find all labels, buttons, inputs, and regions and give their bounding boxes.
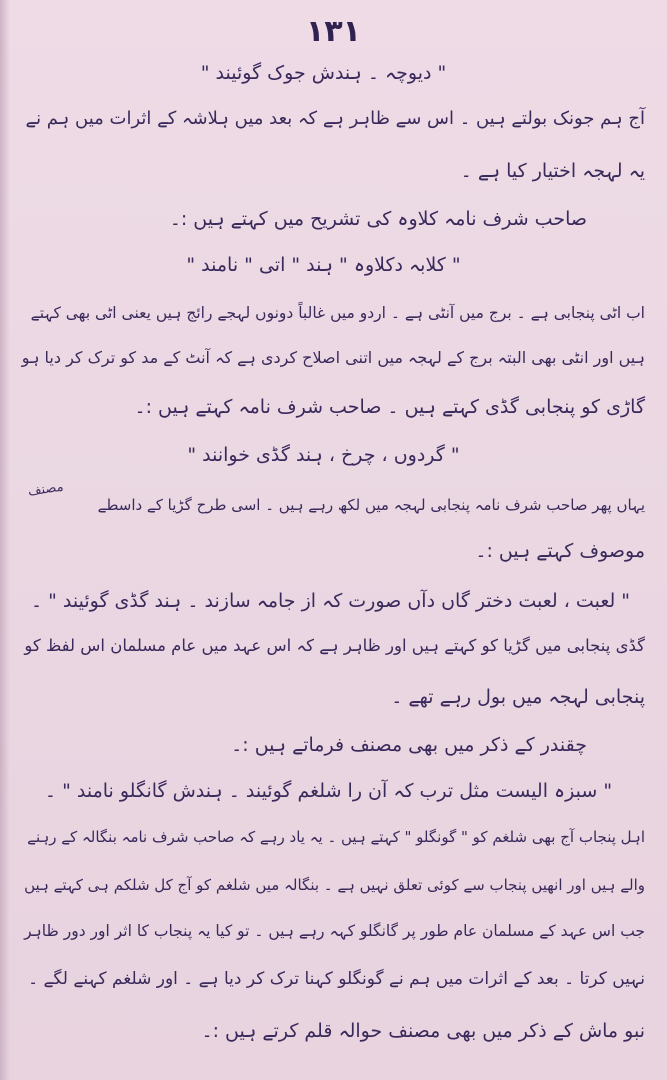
text-line-14: پنجابی لہجہ میں بول رہے تھے ۔ [391,686,645,708]
text-line-11: موصوف کہتے ہیں :۔ [475,540,645,562]
page-binding-shadow [0,0,10,1080]
page-number: ۱۳۱ [306,14,361,49]
quote-line-9: " گردوں ، چرخ ، ہند گڈی خوانند " [187,444,460,466]
text-line-8: گاڑی کو پنجابی گڈی کہتے ہیں ۔ صاحب شرف نامہ کہتے ہیں :۔ [134,396,645,418]
quote-line-5: " کلابہ دکلاوہ " ہند " اتی " نامند " [186,254,461,276]
text-line-6: اب اٹی پنجابی ہے ۔ برج میں آنٹی ہے ۔ اردو میں غالباً دونوں لہجے رائج ہیں یعنی اٹی بھی کہتے [30,304,645,322]
text-line-17: اہل پنجاب آج بھی شلغم کو " گونگلو " کہتے ہیں ۔ یہ یاد رہے کہ صاحب شرف نامہ بنگالہ کے رہنے [27,828,645,846]
quote-line-16: " سبزہ الیست مثل ترب کہ آن را شلغم گوئیند ۔ ہندش گانگلو نامند " ۔ [44,780,613,802]
quote-line-12: " لعبت ، لعبت دختر گاں دآں صورت کہ از جامہ سازند ۔ ہند گڈی گوئیند " ۔ [30,590,631,612]
quote-line-1: " دیوچہ ۔ ہندش جوک گوئیند " [200,62,447,84]
text-line-13: گڈی پنجابی میں گڑیا کو کہتے ہیں اور ظاہر ہے کہ اس عہد میں عام مسلمان اس لفظ کو [24,636,645,655]
text-line-18: والے ہیں اور انھیں پنجاب سے کوئی تعلق نہیں ہے ۔ بنگالہ میں شلغم کو آج کل شلکم ہی کہتے ہیں [24,876,645,894]
text-line-7: ہیں اور انٹی بھی البتہ برج کے لہجہ میں اتنی اصلاح کردی ہے کہ آنٹ کے مد کو ترک کر دیا ہو [21,348,645,367]
text-line-2: آج ہم جونک بولتے ہیں ۔ اس سے ظاہر ہے کہ بعد میں ہلاشہ کے اثرات میں ہم نے [25,108,645,129]
text-line-21: نبو ماش کے ذکر میں بھی مصنف حوالہ قلم کرتے ہیں :۔ [201,1020,645,1042]
text-line-19: جب اس عہد کے مسلمان عام طور پر گانگلو کہہ رہے ہیں ۔ تو کیا یہ پنجاب کا اثر اور دور ظاہر [24,922,645,940]
text-line-15: چقندر کے ذکر میں بھی مصنف فرماتے ہیں :۔ [231,734,587,756]
text-line-20: نہیں کرتا ۔ بعد کے اثرات میں ہم نے گونگلو کہنا ترک کر دیا ہے ۔ اور شلغم کہنے لگے ۔ [28,969,645,989]
text-line-3: یہ لہجہ اختیار کیا ہے ۔ [460,160,645,182]
text-line-4: صاحب شرف نامہ کلاوہ کی تشریح میں کہتے ہیں :۔ [169,208,587,230]
text-line-10: یہاں پھر صاحب شرف نامہ پنجابی لہجہ میں لکھ رہے ہیں ۔ اسی طرح گڑیا کے داسطے [97,496,645,514]
margin-note: مصنف [27,479,65,500]
